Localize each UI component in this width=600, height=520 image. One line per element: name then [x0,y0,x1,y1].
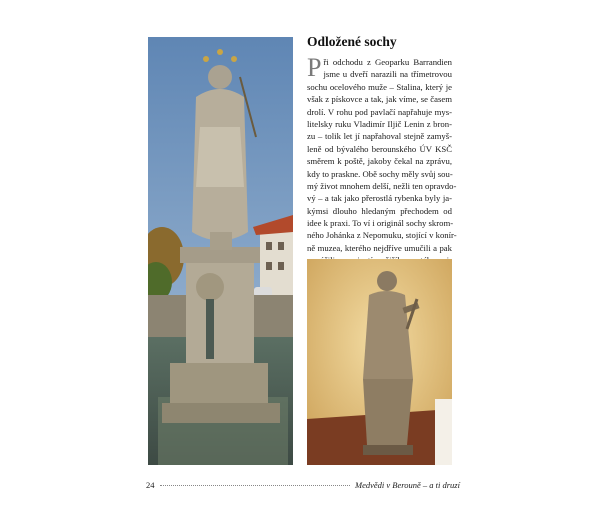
page-number: 24 [146,480,155,490]
museum-statue-photo [307,259,452,465]
text-line: ného Johánka z Nepomuku, stojící v konír- [307,230,457,241]
text-line: směrem k poště, jakoby čekal na zprávu, [307,156,452,167]
footer-divider [160,485,350,486]
text-line: však z pískovce a tak, jak víme, se časem [307,94,452,105]
text-line: vý – a tak jako přerostlá rybenka byly ja- [307,193,452,204]
text-line: leně od bývalého berounského ÚV KSČ [307,143,452,154]
running-title: Medvědi v Berouně – a ti druzí [355,480,460,490]
section-heading: Odložené sochy [307,34,397,49]
text-line: mý život mnohem delší, nežli ten opravdo- [307,180,457,191]
text-line: idee k praxi. To ví i originál sochy skrom- [307,218,454,229]
text-line: sochu ocelového muže – Stalina, který je [307,81,452,92]
text-line: ři odchodu z Geoparku Barrandien [323,57,452,67]
text-line: kdy to praskne. Obě sochy měly svůj sou- [307,168,453,179]
text-line: drolí. V rohu pod pavlačí napřahuje mys- [307,106,452,117]
text-line: zu – tolik let jí napřahoval stejně zamyš- [307,131,452,142]
text-line: litelsky ruku Vladimír Iljič Lenin z bron- [307,118,452,129]
article-text [307,53,457,291]
drop-cap: P [307,53,322,82]
text-line: ně muzea, kterého nejdříve umučili a pak [307,242,452,253]
text-line: jsme u dveří narazili na třímetrovou [323,69,452,80]
first-paragraph-start [307,53,452,82]
fountain-statue-photo [148,37,293,465]
text-line: kýmsi dlouho hledaným přechodem od [307,205,452,216]
